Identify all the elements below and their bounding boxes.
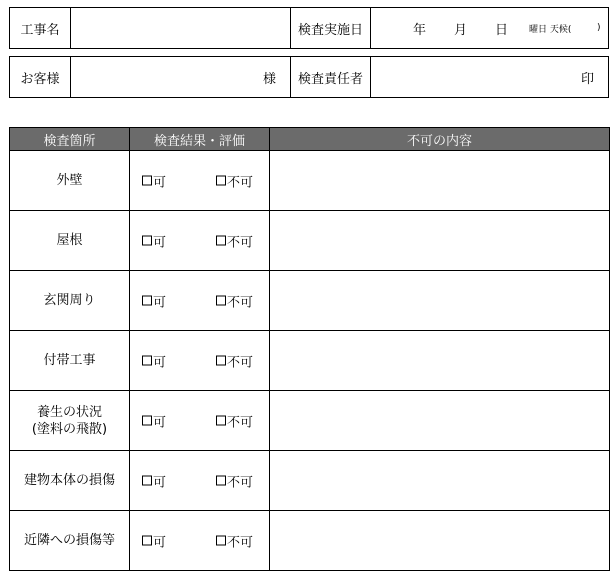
ok-checkbox[interactable] (142, 231, 166, 250)
ng-checkbox[interactable] (216, 411, 253, 430)
checkbox-icon (142, 296, 152, 306)
failure-detail-cell[interactable] (270, 451, 610, 511)
ng-checkbox[interactable] (216, 471, 253, 490)
seal-label: 印 (580, 71, 594, 87)
table-row (10, 451, 610, 511)
inspection-table (9, 127, 610, 571)
header-row-work (9, 7, 609, 49)
result-cell (130, 211, 270, 271)
work-name-field[interactable] (77, 8, 284, 48)
inspection-place-cell (10, 331, 130, 391)
ng-label: 不可 (227, 415, 254, 430)
ng-checkbox[interactable] (216, 231, 253, 250)
weather-close-paren: ) (597, 23, 601, 33)
checkbox-icon (142, 536, 152, 546)
customer-honorific: 様 (262, 71, 276, 87)
customer-label: お客様 (20, 71, 60, 87)
ok-label: 可 (153, 355, 167, 370)
inspection-place: 外壁 (56, 173, 83, 188)
result-cell (130, 271, 270, 331)
ok-label: 可 (153, 235, 167, 250)
result-cell (130, 451, 270, 511)
year-unit: 年 (413, 22, 427, 38)
ok-label: 可 (153, 475, 167, 490)
ok-checkbox[interactable] (142, 471, 166, 490)
ng-checkbox[interactable] (216, 351, 253, 370)
failure-detail-cell[interactable] (270, 331, 610, 391)
checkbox-icon (216, 536, 226, 546)
header-inspection-place: 検査箇所 (10, 128, 130, 151)
failure-detail-cell[interactable] (270, 391, 610, 451)
failure-detail-cell[interactable] (270, 151, 610, 211)
weekday-weather-label: 曜日 天候( (529, 24, 572, 35)
ng-checkbox[interactable] (216, 291, 253, 310)
failure-detail-cell[interactable] (270, 511, 610, 571)
inspector-label: 検査責任者 (297, 71, 363, 87)
result-cell (130, 331, 270, 391)
checkbox-icon (216, 236, 226, 246)
ok-label: 可 (153, 295, 167, 310)
inspection-place: 付帯工事 (43, 353, 96, 368)
result-cell (130, 391, 270, 451)
ng-checkbox[interactable] (216, 531, 253, 550)
checkbox-icon (142, 356, 152, 366)
ok-checkbox[interactable] (142, 351, 166, 370)
checkbox-icon (216, 296, 226, 306)
month-unit: 月 (454, 22, 468, 38)
checkbox-icon (216, 476, 226, 486)
ng-label: 不可 (227, 535, 254, 550)
inspection-place: 建物本体の損傷 (23, 473, 115, 488)
inspection-place-cell (10, 271, 130, 331)
ok-label: 可 (153, 535, 167, 550)
result-cell (130, 511, 270, 571)
ng-label: 不可 (227, 355, 254, 370)
header-row-customer (9, 56, 609, 98)
checkbox-icon (142, 476, 152, 486)
inspection-place: 養生の状況 (36, 404, 102, 420)
ok-label: 可 (153, 415, 167, 430)
ng-label: 不可 (227, 295, 254, 310)
inspection-place: 玄関周り (43, 293, 96, 308)
table-header-row (10, 128, 610, 151)
inspection-place: 近隣への損傷等 (23, 533, 115, 548)
checkbox-icon (142, 416, 152, 426)
failure-detail-cell[interactable] (270, 271, 610, 331)
table-row (10, 511, 610, 571)
inspection-date-label: 検査実施日 (297, 22, 363, 38)
inspection-place-sub: (塗料の飛散) (31, 421, 108, 437)
ng-label: 不可 (227, 175, 254, 190)
table-row (10, 391, 610, 451)
ok-checkbox[interactable] (142, 171, 166, 190)
header-failure-detail: 不可の内容 (270, 128, 610, 151)
ng-label: 不可 (227, 475, 254, 490)
ng-label: 不可 (227, 235, 254, 250)
table-row (10, 271, 610, 331)
ok-checkbox[interactable] (142, 531, 166, 550)
ok-checkbox[interactable] (142, 291, 166, 310)
work-name-label: 工事名 (20, 22, 60, 38)
failure-detail-cell[interactable] (270, 211, 610, 271)
ng-checkbox[interactable] (216, 171, 253, 190)
inspection-place-cell (10, 391, 130, 451)
checkbox-icon (216, 356, 226, 366)
checkbox-icon (142, 236, 152, 246)
result-cell (130, 151, 270, 211)
table-row (10, 151, 610, 211)
ok-label: 可 (153, 175, 167, 190)
checkbox-icon (142, 176, 152, 186)
table-row (10, 331, 610, 391)
inspection-place-cell (10, 451, 130, 511)
inspection-place-cell (10, 151, 130, 211)
checkbox-icon (216, 416, 226, 426)
inspection-place: 屋根 (56, 233, 83, 248)
inspection-place-cell (10, 511, 130, 571)
inspection-place-cell (10, 211, 130, 271)
table-row (10, 211, 610, 271)
checkbox-icon (216, 176, 226, 186)
header-inspection-result: 検査結果・評価 (130, 128, 270, 151)
day-unit: 日 (495, 22, 509, 38)
ok-checkbox[interactable] (142, 411, 166, 430)
